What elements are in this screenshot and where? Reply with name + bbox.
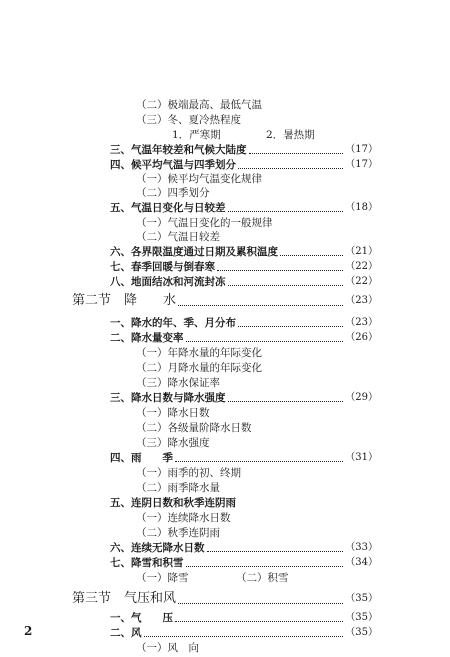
toc-entry: 二、风 （35） bbox=[110, 627, 378, 639]
toc-subitem: （三）降水保证率 bbox=[136, 377, 220, 389]
dot-leader bbox=[175, 461, 343, 462]
toc-subitem: （三）冬、夏冷热程度 bbox=[136, 114, 241, 126]
toc-entry: 四、候平均气温与四季划分 （17） bbox=[110, 159, 378, 171]
toc-subitem: （一）风 向 bbox=[136, 642, 199, 654]
dot-leader bbox=[249, 153, 344, 154]
dot-leader bbox=[207, 551, 344, 552]
toc-subitem: （二）极端最高、最低气温 bbox=[136, 99, 262, 111]
dot-leader bbox=[228, 285, 344, 286]
toc-subitem: （一）候平均气温变化规律 bbox=[136, 173, 262, 185]
dot-leader bbox=[178, 305, 343, 306]
toc-entry: 七、春季回暖与倒春寒 （22） bbox=[110, 261, 378, 273]
toc-subitem: （二）各级量阶降水日数 bbox=[136, 422, 252, 434]
dot-leader bbox=[217, 270, 343, 271]
toc-subitem: （二）月降水量的年际变化 bbox=[136, 362, 262, 374]
toc-subitem: （三）降水强度 bbox=[136, 437, 210, 449]
toc-subitem: （一）雨季的初、终期 bbox=[136, 467, 241, 479]
dot-leader bbox=[238, 168, 343, 169]
section-heading: 第二节 降 水 （23） bbox=[72, 293, 378, 308]
page-number: 2 bbox=[24, 624, 33, 638]
toc-entry: 一、降水的年、季、月分布 （23） bbox=[110, 317, 378, 329]
dot-leader bbox=[238, 326, 343, 327]
toc-subitem: （二）秋季连阴雨 bbox=[136, 527, 220, 539]
dot-leader bbox=[228, 211, 344, 212]
dot-leader bbox=[280, 255, 343, 256]
toc-subitem: （二）雨季降水量 bbox=[136, 482, 220, 494]
toc-entry: 八、地面结冰和河流封冻 （22） bbox=[110, 276, 378, 288]
toc-entry: 三、气温年较差和气候大陆度 （17） bbox=[110, 144, 378, 156]
dot-leader bbox=[178, 603, 343, 604]
dot-leader bbox=[186, 341, 344, 342]
dot-leader bbox=[186, 566, 344, 567]
toc-subitem: （一）年降水量的年际变化 bbox=[136, 347, 262, 359]
dot-leader bbox=[175, 621, 343, 622]
dot-leader bbox=[228, 401, 344, 402]
toc-entry: 一、气 压 （35） bbox=[110, 612, 378, 624]
toc-entry: 二、降水量变率 （26） bbox=[110, 332, 378, 344]
section-heading: 第三节 气压和风 （35） bbox=[72, 591, 378, 606]
toc-subitem: （一）降雪 bbox=[136, 572, 189, 584]
toc-subitem: （一）降水日数 bbox=[136, 407, 210, 419]
toc-subitem: （一）连续降水日数 bbox=[136, 512, 231, 524]
toc-entry: 五、连阴日数和秋季连阴雨 bbox=[110, 497, 236, 509]
toc-entry: 四、雨 季 （31） bbox=[110, 452, 378, 464]
toc-entry: 七、降雪和积雪 （34） bbox=[110, 557, 378, 569]
toc-entry: 六、各界限温度通过日期及累积温度 （21） bbox=[110, 246, 378, 258]
toc-entry: 三、降水日数与降水强度 （29） bbox=[110, 392, 378, 404]
toc-subitem: （二）气温日较差 bbox=[136, 231, 220, 243]
dot-leader bbox=[144, 636, 344, 637]
toc-subitem: 1．严寒期 bbox=[172, 129, 221, 141]
toc-subitem: （一）气温日变化的一般规律 bbox=[136, 217, 273, 229]
toc-entry: 六、连续无降水日数 （33） bbox=[110, 542, 378, 554]
toc-subitem: 2．暑热期 bbox=[266, 129, 315, 141]
toc-entry: 五、气温日变化与日较差 （18） bbox=[110, 202, 378, 214]
toc-subitem: （二）四季划分 bbox=[136, 187, 210, 199]
toc-subitem: （二）积雪 bbox=[236, 572, 289, 584]
